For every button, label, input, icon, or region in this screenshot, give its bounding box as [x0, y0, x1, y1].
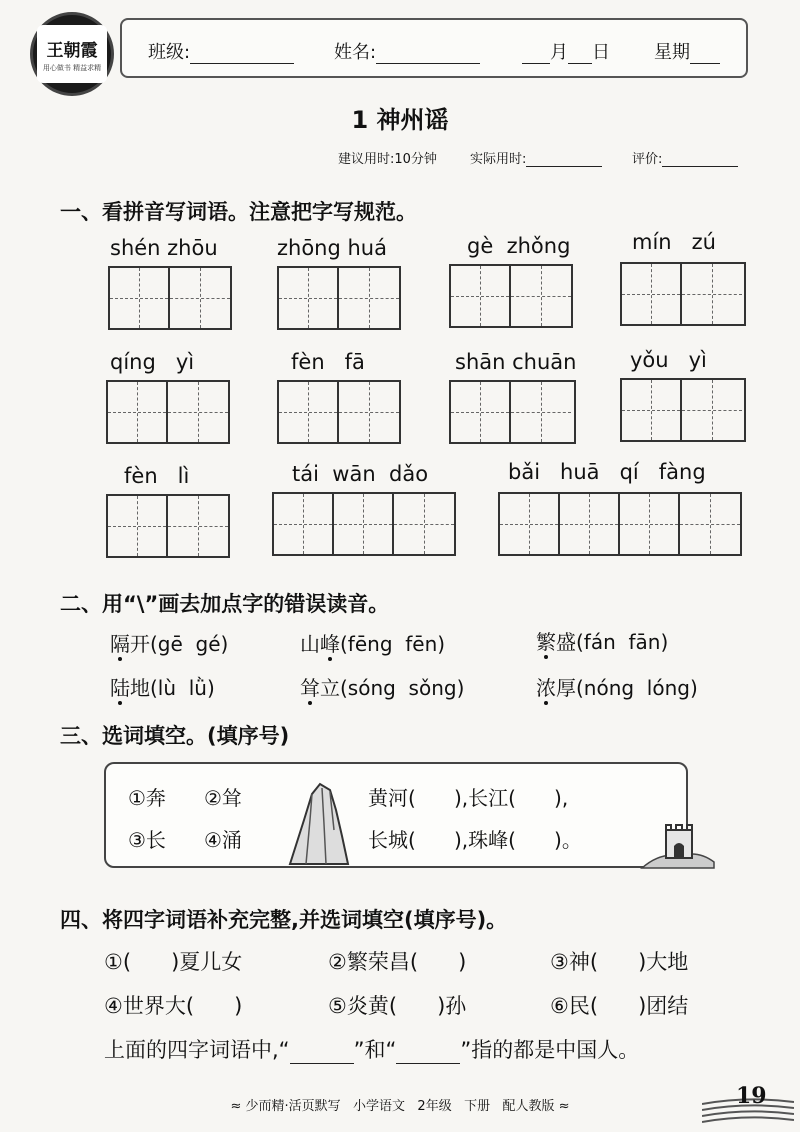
word-3: [449, 234, 573, 328]
section-3-heading: 三、选词填空。(填序号): [60, 724, 290, 748]
option-3: ③长: [128, 828, 166, 852]
month-label: 月: [550, 42, 568, 63]
fill-line-2[interactable]: 长城( ),珠峰( )。: [368, 828, 582, 852]
section-2-heading: 二、用“\”画去加点字的错误读音。: [60, 592, 390, 616]
emphasis-dot: [308, 701, 312, 705]
emphasis-dot: [544, 701, 548, 705]
pinyin: bǎi huā qí fàng: [508, 460, 706, 484]
word-choice-box: [104, 762, 688, 868]
summary-sentence: [104, 1034, 639, 1064]
pinyin: fèn fā: [291, 350, 365, 374]
reading-item-5[interactable]: 耸立(sóng sǒng): [300, 676, 465, 700]
idiom-item-3[interactable]: ③神( )大地: [550, 950, 689, 974]
reading-item-3[interactable]: 繁盛(fán fān): [536, 630, 669, 654]
word-11: [498, 460, 742, 556]
page-number: 19: [736, 1083, 767, 1109]
footer-text: ≈ 少而精·活页默写 小学语文 2年级 下册 配人教版 ≈: [230, 1099, 570, 1114]
day-label: 日: [592, 42, 610, 63]
blank-2[interactable]: [396, 1043, 460, 1064]
option-1: ①奔: [128, 786, 166, 810]
word-8: [620, 348, 746, 442]
fill-line-1[interactable]: 黄河( ),长江( ),: [368, 786, 569, 810]
char-boxes[interactable]: [106, 380, 230, 444]
student-info-bar: [120, 18, 748, 78]
option-4: ④涌: [204, 828, 242, 852]
class-label: 班级:: [148, 42, 191, 63]
class-field[interactable]: [148, 38, 294, 64]
lesson-title: 1 神州谣: [351, 106, 449, 134]
idiom-item-2[interactable]: ②繁荣昌( ): [328, 950, 467, 974]
char-boxes[interactable]: [108, 266, 232, 330]
emphasis-dot: [328, 657, 332, 661]
pinyin: mín zú: [632, 230, 716, 254]
word-10: [272, 462, 456, 556]
section-1-heading: 一、看拼音写词语。注意把字写规范。: [60, 200, 417, 224]
emphasis-dot: [544, 655, 548, 659]
publisher-logo: [30, 12, 114, 96]
word-5: [106, 350, 230, 444]
pinyin: fèn lì: [124, 464, 190, 488]
name-label: 姓名:: [334, 42, 377, 63]
date-field[interactable]: [522, 38, 610, 64]
rating-label: 评价:: [632, 152, 663, 167]
word-7: [449, 350, 576, 444]
weekday-field[interactable]: [654, 38, 720, 64]
actual-time-label: 实际用时:: [470, 152, 527, 167]
great-wall-icon: [640, 822, 716, 870]
reading-item-2[interactable]: 山峰(fēng fēn): [300, 632, 446, 656]
emphasis-dot: [118, 657, 122, 661]
word-1: [108, 236, 232, 330]
char-boxes[interactable]: [449, 264, 573, 328]
reading-item-1[interactable]: 隔开(gē gé): [110, 632, 229, 656]
word-9: [106, 464, 230, 558]
pinyin: gè zhǒng: [467, 234, 571, 258]
reading-item-4[interactable]: 陆地(lù lǜ): [110, 676, 215, 700]
char-boxes[interactable]: [620, 262, 746, 326]
idiom-item-4[interactable]: ④世界大( ): [104, 994, 243, 1018]
rating-field[interactable]: [632, 148, 738, 167]
word-6: [277, 350, 401, 444]
char-boxes[interactable]: [277, 380, 401, 444]
sentence-part-b: ”和“: [353, 1038, 397, 1062]
pinyin: yǒu yì: [630, 348, 707, 372]
char-boxes[interactable]: [449, 380, 576, 444]
pinyin: shén zhōu: [110, 236, 218, 260]
reading-item-6[interactable]: 浓厚(nóng lóng): [536, 676, 698, 700]
weekday-label: 星期: [654, 42, 690, 63]
sentence-part-a: 上面的四字词语中,“: [104, 1038, 290, 1062]
name-field[interactable]: [334, 38, 480, 64]
section-4-heading: 四、将四字词语补充完整,并选词填空(填序号)。: [60, 908, 508, 932]
idiom-item-1[interactable]: ①( )夏儿女: [104, 950, 243, 974]
logo-name: 王朝霞: [46, 40, 98, 61]
word-4: [620, 230, 746, 326]
idiom-item-5[interactable]: ⑤炎黄( )孙: [328, 994, 467, 1018]
logo-slogan: 用心做书 精益求精: [42, 63, 102, 72]
idiom-item-6[interactable]: ⑥民( )团结: [550, 994, 689, 1018]
option-2: ②耸: [204, 786, 242, 810]
sentence-part-c: ”指的都是中国人。: [460, 1038, 640, 1062]
word-2: [277, 236, 401, 330]
char-boxes[interactable]: [106, 494, 230, 558]
char-boxes[interactable]: [620, 378, 746, 442]
emphasis-dot: [118, 701, 122, 705]
pinyin: qíng yì: [110, 350, 195, 374]
pinyin: shān chuān: [455, 350, 577, 374]
mountain-icon: [286, 780, 350, 866]
char-boxes[interactable]: [272, 492, 456, 556]
char-boxes[interactable]: [277, 266, 401, 330]
blank-1[interactable]: [290, 1043, 354, 1064]
pinyin: tái wān dǎo: [292, 462, 429, 486]
char-boxes[interactable]: [498, 492, 742, 556]
suggested-time: 建议用时:10分钟: [338, 152, 437, 167]
actual-time-field[interactable]: [470, 148, 602, 167]
pinyin: zhōng huá: [277, 236, 387, 260]
